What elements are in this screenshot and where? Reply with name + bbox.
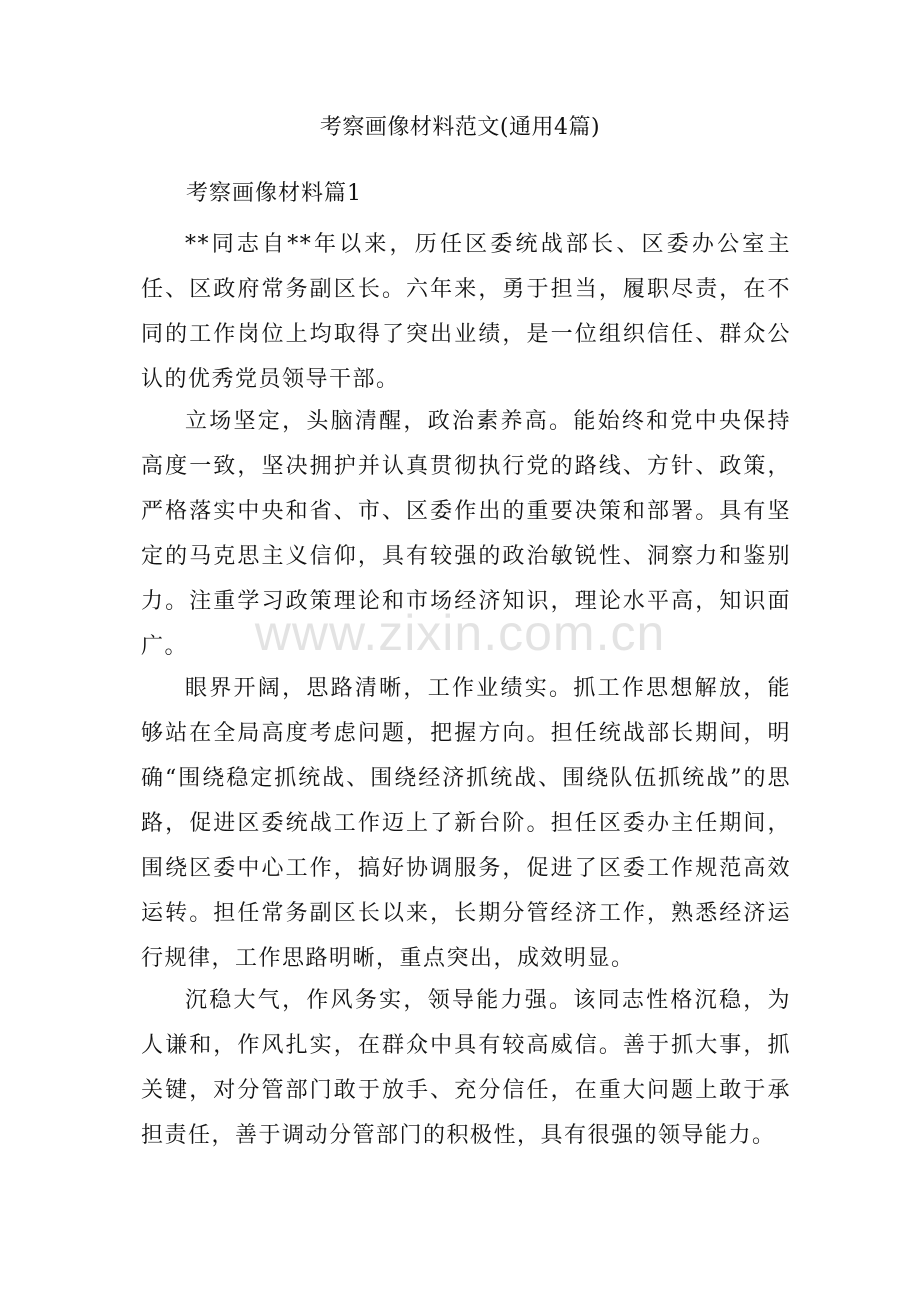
section-heading: 考察画像材料篇1 [186,181,362,206]
document-title: 考察画像材料范文(通用4篇) [319,115,601,140]
paragraph-intro: **同志自**年以来，历任区委统战部长、区委办公室主任、区政府常务副区长。六年来，勇于担当，履职尽责，在不同的工作岗位上均取得了突出业绩，是一位组织信任、群众公认的优秀党员领导干部。 [141,232,791,392]
paragraph-political-stance: 立场坚定，头脑清醒，政治素养高。能始终和党中央保持高度一致，坚决拥护并认真贯彻执行党的路线、方针、政策，严格落实中央和省、市、区委作出的重要决策和部署。具有坚定的马克思主义信仰，具有较强的政治敏锐性、洞察力和鉴别力。注重学习政策理论和市场经济知识，理论水平高，知识面广。 [141,409,791,659]
paragraph-leadership: 沉稳大气，作风务实，领导能力强。该同志性格沉稳，为人谦和，作风扎实，在群众中具有较高威信。善于抓大事，抓关键，对分管部门敢于放手、充分信任，在重大问题上敢于承担责任，善于调动分管部门的积极性，具有很强的领导能力。 [141,988,791,1148]
paragraph-work-performance: 眼界开阔，思路清晰，工作业绩实。抓工作思想解放，能够站在全局高度考虑问题，把握方向。担任统战部长期间，明确“围绕稳定抓统战、围绕经济抓统战、围绕队伍抓统战”的思路，促进区委统战工作迈上了新台阶。担任区委办主任期间，围绕区委中心工作，搞好协调服务，促进了区委工作规范高效运转。担任常务副区长以来，长期分管经济工作，熟悉经济运行规律，工作思路明晰，重点突出，成效明显。 [141,676,791,971]
watermark: www.zixin.com.cn [254,605,666,661]
